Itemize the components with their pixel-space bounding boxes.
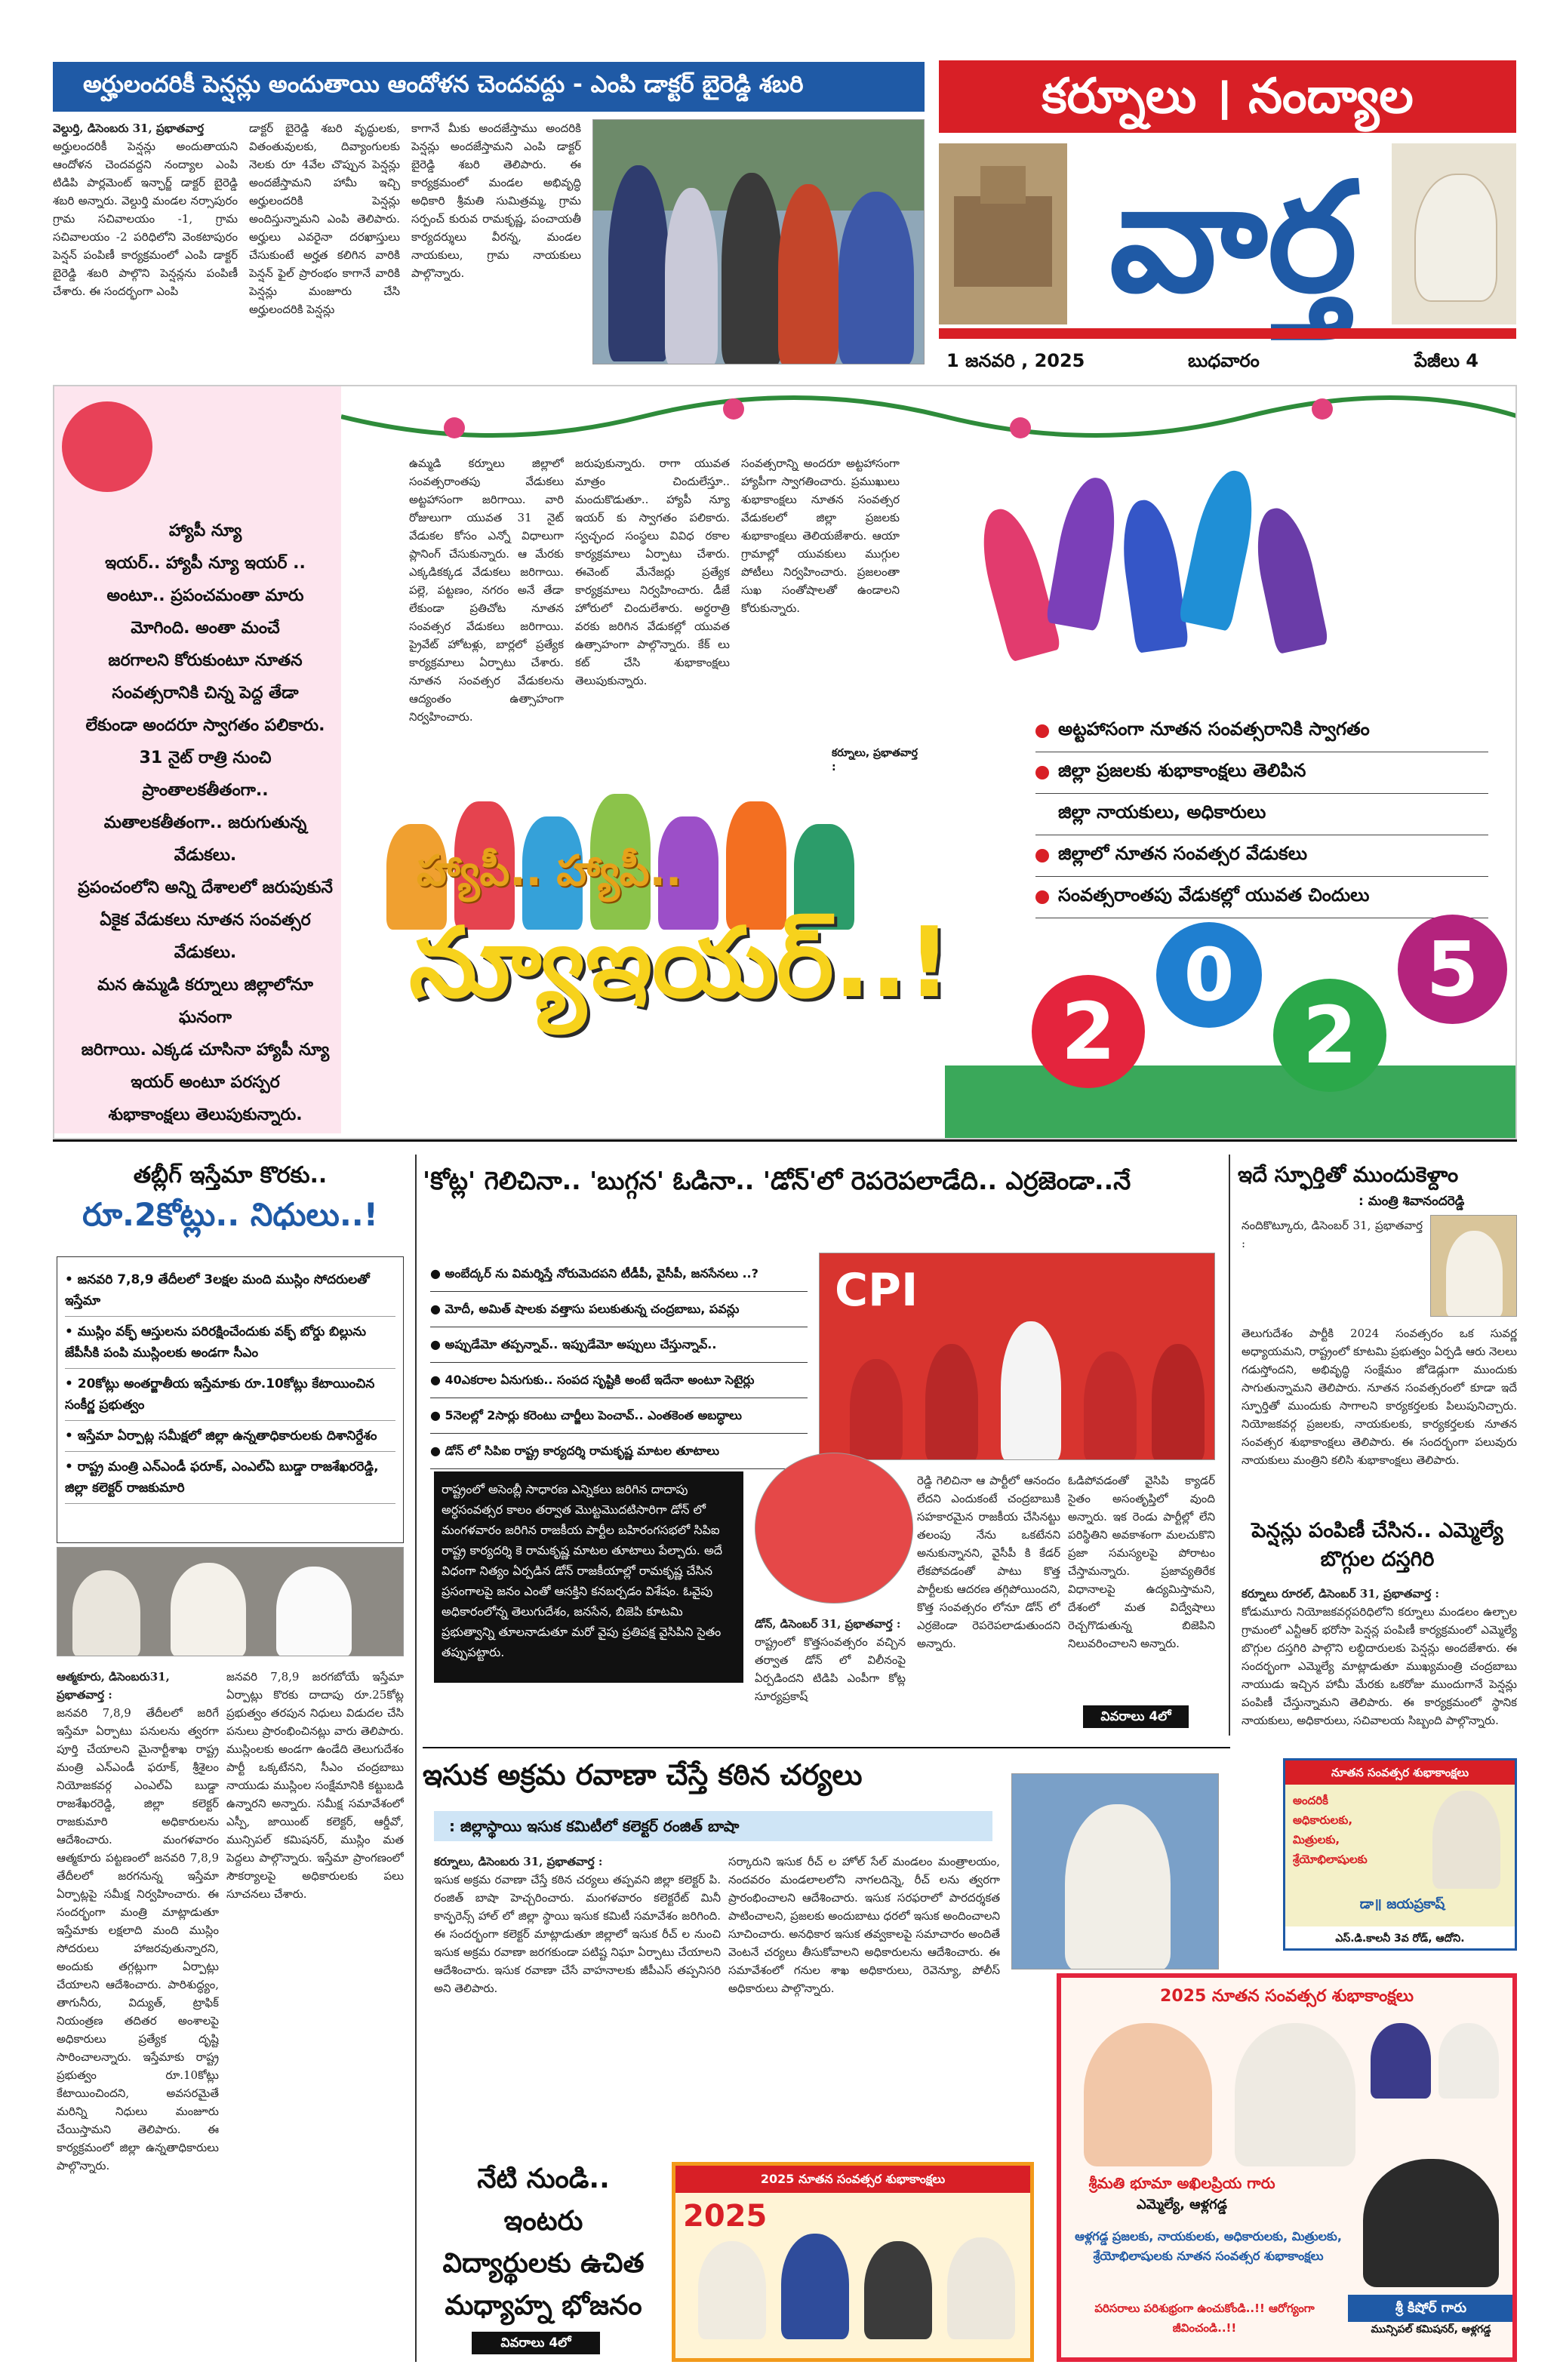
ijtema-point: • ఇస్తేమా ఏర్పాట్ల సమీక్షలో జిల్లా ఉన్నతాధికారులకు దిశానిర్దేశం	[65, 1421, 395, 1452]
cpi-more-link[interactable]: వివరాలు 4లో	[1083, 1705, 1189, 1728]
newyear-intro-line: శుభాకాంక్షలు తెలుపుకున్నారు.	[108, 1105, 303, 1124]
cpi-point: ● 40ఎకరాల ఏనుగుకు.. సంపద సృష్టికి అంటే ఇదేనా అంటూ సెటైర్లు	[430, 1363, 808, 1398]
newyear-intro-line: ఇయర్ అంటూ పరస్పర	[131, 1073, 280, 1092]
vine-garland	[341, 386, 1517, 454]
cpi-flags-photo	[755, 1453, 913, 1604]
ijtema-col-1	[57, 1668, 219, 2279]
year-digit-ball: 0	[1156, 922, 1262, 1028]
newyear-intro-line: జరిగాయి. ఎక్కడ చూసినా హ్యాపీ న్యూ	[81, 1041, 330, 1059]
ad-commissioner-photo	[1363, 2159, 1499, 2287]
masthead	[939, 60, 1516, 377]
jumping-people-image	[975, 462, 1337, 688]
newyear-intro-line: జరగాలని కోరుకుంటూ నూతన	[108, 651, 303, 670]
newyear-col-1: ఉమ్మడి కర్నూలు జిల్లాలో సంవత్సరాంతపు వేడుకలు అట్టహాసంగా జరిగాయి. వారి రోజులుగా యువత 31 నైట్ వేడుకల కోసం ఎన్నో విధాలుగా ప్లానింగ్ చేసుకున్నారు. ఆ మేరకు ఎక్కడికక్కడ వేడుకలు జరిగాయి. పల్లె, పట్టణం, నగరం అనే తేడా లేకుండా ప్రతిచోట నూతన సంవత్సర వేడుకలు జరిగాయి. ప్రైవేట్ హోటళ్లు, బార్లలో ప్రత్యేక కార్యక్రమాలు ఏర్పాటు చేశారు. నూతన సంవత్సర వేడుకలను ఆద్యంతం ఉత్సాహంగా నిర్వహించారు.	[409, 457, 564, 724]
cpi-point: ● అప్పుడేమో తప్పన్నావ్.. ఇప్పుడేమో అప్పులు చేస్తున్నావ్..	[430, 1327, 808, 1363]
pension-dateline: కర్నూలు రూరల్, డిసెంబర్ 31, ప్రభాతవార్త :	[1242, 1587, 1439, 1601]
ijtema-dateline: ఆత్మకూరు, డిసెంబరు31, ప్రభాతవార్త :	[57, 1670, 170, 1702]
ijtema-point: • జనవరి 7,8,9 తేదీలలో 3లక్షల మంది ముస్లిం సోదరులతో ఇస్తేమా	[65, 1265, 395, 1317]
cpi-points	[430, 1256, 808, 1469]
newyear-intro-line: హ్యాపీ న్యూ	[168, 521, 242, 540]
issue-date: 1 జనవరి , 2025	[946, 350, 1085, 371]
newyear-intro-line: ఇయర్.. హ్యాపీ న్యూ ఇయర్ ..	[105, 554, 306, 573]
page-number: పేజీలు 4	[1414, 350, 1478, 371]
newyear-intro-line	[77, 1131, 334, 1139]
cpi-summary-box: రాష్ట్రంలో అసెంబ్లీ సాధారణ ఎన్నికలు జరిగిన దాదాపు అర్ధసంవత్సర కాలం తర్వాత మొట్టమొదటిసారిగా డోన్ లో మంగళవారం జరిగిన రాజకీయ పార్టీల బహిరంగసభలో సిపిఐ రాష్ట్ర కార్యదర్శి కె రామకృష్ణ మాటల తూటాలు పేల్చారు. అదే విధంగా నిత్యం ఏర్పడిన డోన్ రాజకీయాల్లో రామకృష్ణ చేసిన ప్రసంగాలపై జనం ఎంతో ఆసక్తిని కనబర్చడం విశేషం. ఓవైపు అధికారంలోన్న తెలుగుదేశం, జనసేన, బిజెపి కూటమి ప్రభుత్వాన్ని తూలనాడుతూ మరో వైపు ప్రతిపక్ష వైసిపిని సైతం తప్పుపట్టారు.	[434, 1471, 743, 1683]
hibiscus-flower-image	[62, 401, 152, 492]
ad-allagadda: 2025 నూతన సంవత్సర శుభాకాంక్షలు శ్రీమతి భూమా అఖిలప్రియ గారు ఎమ్మెల్యే, ఆళ్లగడ్డ ఆళ్లగడ్డ ప్రజలకు, నాయకులకు, అధికారులకు, మిత్రులకు, శ్రేయోభిలాషులకు నూతన సంవత్సర శుభాకాంక్షలు శ్రీ కిషోర్ గారు మున్సిపల్ కమిషనర్, ఆళ్లగడ్డ పరిసరాలు పరిశుభ్రంగా ఉంచుకోండి..!! ఆరోగ్యంగా జీవించండి..!!	[1057, 1973, 1517, 2362]
ijtema-points-box	[57, 1256, 404, 1543]
newyear-title: న్యూఇయర్..!	[409, 907, 952, 1019]
sand-col-2: సర్కారుని ఇసుక రీచ్ ల హోల్ సేల్ మండలం మంత్రాలయం, నందవరం మండలాలలోని నాగలదిన్నె, రీచ్ లను త్వరగా ప్రారంభించాలని ఆదేశించారు. ఇసుక సరఫరాలో పారదర్శకత పాటించాలని, ప్రజలకు అందుబాటు ధరలో ఇసుక అందించాలని సూచించారు. అనధికార ఇసుక తవ్వకాలపై సమాచారం అందితే వెంటనే చర్యలు తీసుకోవాలని అధికారులను ఆదేశించారు. ఈ సమావేశంలో గనుల శాఖ అధికారులు, రెవెన్యూ, పోలీస్ అధికారులు పాల్గొన్నారు.	[728, 1855, 1000, 1995]
cpi-rally-photo	[819, 1253, 1215, 1460]
sand-sub: : జిల్లాస్థాయి ఇసుక కమిటీలో కలెక్టర్ రంజిత్ బాషా	[434, 1811, 992, 1841]
top-story-text-1: అర్హులందరికీ పెన్షన్లు అందుతాయని ఆందోళన చెందవద్దని నంద్యాల ఎంపి టిడిపి పార్లమెంట్ ఇన్ఛార్జ్ డాక్టర్ బైరెడ్డి శబరి అన్నారు. వెల్దుర్తి మండల నర్సాపురం గ్రామ సచివాలయం -1, గ్రామ సచివాలయం -2 పరిధిలోని వెంకటాపురం పెన్షన్ పంపిణీ కార్యక్రమంలో ఎంపి డాక్టర్ బైరెడ్డి శబరి పాల్గొని పెన్షన్లను పంపిణీ చేశారు. ఈ సందర్భంగా ఎంపి	[53, 140, 238, 298]
newyear-intro-line: ఏకైక వేడుకలు నూతన సంవత్సర వేడుకలు.	[100, 911, 311, 962]
ijtema-kicker: తబ్లీగ్ ఇస్తేమా కొరకు..	[133, 1162, 328, 1188]
newyear-intro-line: ప్రపంచంలోని అన్ని దేశాలలో జరుపుకునే	[78, 878, 333, 897]
cpi-banner-text: CPI	[835, 1264, 918, 1317]
newyear-feature	[53, 385, 1517, 1139]
newyear-intro-line: మన ఉమ్మడి కర్నూలు జిల్లాలోనూ ఘనంగా	[97, 976, 313, 1027]
bull-statue-image	[1392, 143, 1516, 324]
newyear-intro-line: మతాలకతీతంగా.. జరుగుతున్న వేడుకలు.	[103, 813, 307, 865]
newyear-byline: కర్నూలు, ప్రభాతవార్త :	[832, 747, 918, 773]
newyear-bullet: జిల్లా ప్రజలకు శుభాకాంక్షలు తెలిపిన	[1035, 752, 1488, 794]
cpi-point: ● డోన్ లో సిపిఐ రాష్ట్ర కార్యదర్శి రామకృష్ణ మాటల తూటాలు	[430, 1434, 808, 1469]
newyear-intro-line: అంటూ.. ప్రపంచమంతా మారు	[106, 586, 304, 605]
top-story-col-2: డాక్టర్ బైరెడ్డి శబరి వృద్ధులకు, వితంతువులకు, దివ్యాంగులకు నెలకు రూ 4వేల చొప్పున పెన్షన్లు అందజేస్తామని హామీ ఇచ్చి అర్హులందరికి పెన్షన్లు అందిస్తున్నామని ఎంపి తెలిపారు. అర్హులు ఎవరైనా దరఖాస్తులు చేసుకుంటే అర్హత కలిగిన వారికి పెన్షన్ ఫైల్ ప్రారంభం కాగానే వారికి పెన్షన్లు మంజూరు చేసి అర్హులందరికి పెన్షన్లు	[249, 121, 400, 316]
sand-col-1: కర్నూలు, డిసెంబరు 31, ప్రభాతవార్త : ఇసుక అక్రమ రవాణా చేస్తే కఠిన చర్యలు తప్పవని జిల్లా కలెక్టర్ పి. రంజిత్ బాషా హెచ్చరించారు. మంగళవారం కలెక్టరేట్ మినీ కాన్ఫరెన్స్ హాల్ లో జిల్లా స్థాయి ఇసుక కమిటీ సమావేశం జరిగింది. ఈ సందర్భంగా కలెక్టర్ మాట్లాడుతూ జిల్లాలో ఇసుక రీచ్ ల నుంచి ఇసుక అక్రమ రవాణా జరగకుండా పటిష్ట నిఘా ఏర్పాటు చేయాలని ఆదేశించారు. ఇసుక రవాణా చేసే వాహనాలకు జీపీఎస్ తప్పనిసరి అని తెలిపారు.	[434, 1853, 721, 2147]
swartha-sub: : మంత్రి శివానందరెడ్డి	[1358, 1194, 1465, 1209]
newyear-intro-line: మోగింది. అంతా మంచే	[131, 619, 280, 638]
ijtema-col-2: జనవరి 7,8,9 జరగబోయే ఇస్తేమా ఏర్పాట్లు కొరకు దాదాపు రూ.25కోట్ల ప్రభుత్వం తరపున నిధులు విడుదల చేసి పనులు ప్రారంభించినట్లు వారు తెలిపారు. ముస్లింలకు అండగా ఉండేది తెలుగుదేశం పార్టీ ఒక్కటేనని, సీఎం చంద్రబాబు నాయుడు ముస్లింల సంక్షేమానికి కట్టుబడి ఉన్నారని అన్నారు. సమీక్ష సమావేశంలో ఎస్పీ, జాయింట్ కలెక్టర్, ఆర్డీవో, మున్సిపల్ కమిషనర్, ముస్లిం మత పెద్దలు పాల్గొన్నారు. ఇస్తేమా ప్రాంగణంలో సౌకర్యాలపై అధికారులకు పలు సూచనలు చేశారు.	[226, 1670, 404, 1901]
cpi-col-a: డోన్, డిసెంబర్ 31, ప్రభాతవార్త : రాష్ట్రంలో కొత్తసంవత్సరం వచ్చిన తర్వాత డోన్ లో విలీనంపై ఏర్పడిందని టిడిపి ఎంపీగా కోట్ల సూర్యప్రకాష్	[755, 1615, 906, 1811]
masthead-logo: వార్త	[1109, 149, 1358, 326]
ad-newyear-group: 2025 నూతన సంవత్సర శుభాకాంక్షలు 2025	[672, 2162, 1034, 2362]
ad-mla-photo	[1084, 2023, 1212, 2166]
swartha-headline: ఇదే స్ఫూర్తితో ముందుకెళ్దాం	[1238, 1162, 1459, 1187]
midday-line: నేటి నుండి..	[477, 2163, 610, 2194]
top-story-dateline: వెల్దుర్తి, డిసెంబరు 31, ప్రభాతవార్త	[53, 121, 204, 135]
ad-leader-photo	[1235, 2023, 1355, 2166]
pension-headline: పెన్షన్లు పంపిణీ చేసిన.. ఎమ్మెల్యే బొగ్గుల దస్తగిరి	[1251, 1519, 1503, 1571]
newyear-intro-text	[77, 515, 334, 1139]
midday-line: మధ్యాహ్న భోజనం	[445, 2290, 642, 2321]
cpi-point: ● మోదీ, అమిత్ షాలకు వత్తాసు పలుకుతున్న చంద్రబాబు, పవన్లు	[430, 1292, 808, 1327]
fort-image	[939, 143, 1067, 324]
sand-dateline: కర్నూలు, డిసెంబరు 31, ప్రభాతవార్త :	[434, 1855, 603, 1868]
newyear-intro-line: సంవత్సరానికి చిన్న పెద్ద తేడా	[112, 684, 299, 703]
ad-jayaprakash: నూతన సంవత్సర శుభాకాంక్షలు అందరికీ అధికారులకు, మిత్రులకు, శ్రేయోభిలాషులకు డా॥ జయప్రకాష్ ఎస్.డి.కాలనీ 3వ రోడ్, ఆదోని.	[1283, 1758, 1517, 1951]
newyear-col-2: జరుపుకున్నారు. రాగా యువత మాత్రం చిందులేస్తూ.. మందుకొడుతూ.. హ్యాపీ న్యూ ఇయర్ కు స్వాగతం పలికారు. స్వచ్ఛంద సంస్థలు వివిధ రకాల కార్యక్రమాలు ఏర్పాటు చేశారు. ఈవెంట్ మేనేజర్లు ప్రత్యేక కార్యక్రమాలు నిర్వహించారు. డీజే హోరులో చిందులేశారు. అర్థరాత్రి వరకు జరిగిన వేడుకల్లో యువత ఉత్సాహంగా పాల్గొన్నారు. కేక్ లు కట్ చేసి శుభాకాంక్షలు తెలుపుకున్నారు.	[575, 457, 730, 687]
ijtema-point: • 20కోట్లు అంతర్జాతీయ ఇస్తేమాకు రూ.10కోట్లు కేటాయించిన సంకీర్ణ ప్రభుత్వం	[65, 1369, 395, 1421]
midday-line: ఇంటరు	[503, 2206, 583, 2237]
top-story-photo	[592, 119, 925, 364]
top-story-col-3: కాగానే మీకు అందజేస్తాము అందరికి పెన్షన్లు అందజేస్తామని ఎంపి డాక్టర్ బైరెడ్డి శబరి తెలిపారు. ఈ కార్యక్రమంలో మండల అభివృద్ధి అధికారి శ్రీమతి సుమిత్రమ్మ, గ్రామ సర్పంచ్ కురువ రామకృష్ణ, పంచాయతీ కార్యదర్శులు వీరన్న, మండల నాయకులు, గ్రామ నాయకులు పాల్గొన్నారు.	[411, 121, 581, 280]
ijtema-headline: రూ.2కోట్లు.. నిధులు..!	[82, 1196, 378, 1233]
sand-headline: ఇసుక అక్రమ రవాణా చేస్తే కఠిన చర్యలు	[423, 1758, 863, 1791]
midday-more-link[interactable]: వివరాలు 4లో	[472, 2332, 600, 2354]
newyear-intro-box	[54, 386, 341, 1133]
happy-text: హ్యాపీ.. హ్యాపీ..	[417, 847, 682, 896]
newyear-bullet: అట్టహాసంగా నూతన సంవత్సరానికి స్వాగతం	[1035, 711, 1488, 752]
year-digit-ball: 5	[1398, 915, 1507, 1024]
cpi-headline: 'కోట్ల' గెలిచినా.. 'బుగ్గన' ఓడినా.. 'డోన్'లో రెపరెపలాడేది.. ఎర్రజెండా..నే	[423, 1166, 1131, 1195]
cpi-point: ● అంబేద్కర్ ను విమర్శిస్తే నోరుమెదపని టీడీపీ, వైసీపీ, జనసేనలు ..?	[430, 1256, 808, 1292]
newyear-bullet: సంవత్సరాంతపు వేడుకల్లో యువత చిందులు	[1035, 877, 1488, 918]
ijtema-body: జనవరి 7,8,9 తేదీలలో జరిగే ఇస్తేమా ఏర్పాటు పనులను త్వరగా పూర్తి చేయాలని మైనార్టీశాఖ రాష్ట్ర మంత్రి ఎన్ఎండీ ఫరూక్, శ్రీశైలం నియోజకవర్గ ఎంఎల్ఏ బుడ్డా రాజశేఖరరెడ్డి, జిల్లా కలెక్టర్ రాజకుమారి అధికారులను ఆదేశించారు. మంగళవారం ఆత్మకూరు పట్టణంలో జనవరి 7,8,9 తేదీలలో జరగనున్న ఇస్తేమా ఏర్పాట్లపై సమీక్ష నిర్వహించారు. ఈ సందర్భంగా మంత్రి మాట్లాడుతూ ఇస్తేమాకు లక్షలాది మంది ముస్లిం సోదరులు హాజరవుతున్నారని, అందుకు తగ్గట్లుగా ఏర్పాట్లు చేయాలని ఆదేశించారు. పారిశుద్ధ్యం, తాగునీరు, విద్యుత్, ట్రాఫిక్ నియంత్రణ తదితర అంశాలపై అధికారులు ప్రత్యేక దృష్టి సారించాలన్నారు. ఇస్తేమాకు రాష్ట్ర ప్రభుత్వం రూ.10కోట్లు కేటాయించిందని, అవసరమైతే మరిన్ని నిధులు మంజూరు చేయిస్తామని తెలిపారు. ఈ కార్యక్రమంలో జిల్లా ఉన్నతాధికారులు పాల్గొన్నారు.	[57, 1706, 219, 2172]
newyear-intro-line: లేకుండా అందరూ స్వాగతం పలికారు.	[85, 716, 325, 735]
top-story-headline: అర్హులందరికీ పెన్షన్లు అందుతాయి ఆందోళన చెందవద్దు - ఎంపి డాక్టర్ బైరెడ్డి శబరి	[53, 62, 925, 112]
top-story-col-1	[53, 119, 238, 361]
masthead-city: కర్నూలు । నంద్యాల	[939, 60, 1516, 133]
collector-photo	[1011, 1773, 1219, 1969]
issue-day: బుధవారం	[1188, 350, 1260, 371]
cpi-point: ● 5నెలల్లో 2సార్లు కరెంటు చార్జీలు పెంచావ్.. ఎంతకెంత అబద్ధాలు	[430, 1398, 808, 1434]
ijtema-meeting-photo	[57, 1547, 404, 1656]
newyear-col-3: సంవత్సరాన్ని అందరూ అట్టహాసంగా హ్యాపీగా స్వాగతించారు. ప్రముఖులు శుభాకాంక్షలు నూతన సంవత్సర వేడుకలలో జిల్లా ప్రజలకు శుభాకాంక్షలు తెలియజేశారు. ఆయా గ్రామాల్లో యువకులు ముగ్గుల పోటీలు నిర్వహించారు. ప్రజలంతా సుఖ సంతోషాలతో ఉండాలని కోరుకున్నారు.	[741, 457, 900, 615]
year-digit-ball: 2	[1273, 979, 1386, 1092]
swartha-dateline: నందికొట్కూరు, డిసెంబర్ 31, ప్రభాతవార్త :	[1242, 1219, 1423, 1250]
cpi-col-b: రెడ్డి గెలిచినా ఆ పార్టీలో ఆనందం లేదని ఎందుకంటే చంద్రబాబుకి సహకారమైన రాజకీయ చేసినట్టు తలంపు నేను ఒకటేనని అనుకున్నానని, వైసీపీ కి కేడర్ లేకపోవడంతో పాటు కొత్త పార్టీలకు ఆదరణ తగ్గిపోయిందని, కొత్త సంవత్సరం లోనూ డోన్ లో ఎర్రజెండా రెపరెపలాడుతుందని అన్నారు.	[917, 1474, 1060, 1650]
minister-photo	[1430, 1215, 1517, 1317]
ijtema-point: • ముస్లిం వక్ఫ్ ఆస్తులను పరిరక్షించేందుకు వక్ఫ్ బోర్డు బిల్లును జేపీసీకి పంపి ముస్లింలకు అండగా సీఎం	[65, 1317, 395, 1369]
newyear-intro-line: 31 నైట్ రాత్రి నుంచి ప్రాంతాలకతీతంగా..	[139, 749, 272, 800]
ijtema-point: • రాష్ట్ర మంత్రి ఎన్ఎండీ ఫరూక్, ఎంఎల్ఏ బుడ్డా రాజశేఖరరెడ్డి, జిల్లా కలెక్టర్ రాజకుమారి	[65, 1452, 395, 1504]
year-digit-ball: 2	[1032, 975, 1145, 1088]
midday-line: విద్యార్థులకు ఉచిత	[442, 2248, 645, 2279]
pension-body: కర్నూలు రూరల్, డిసెంబర్ 31, ప్రభాతవార్త : కోడుమూరు నియోజకవర్గపరిధిలోని కర్నూలు మండలం ఉల్చాల గ్రామంలో ఎన్టీఆర్ భరోసా పెన్షన్ల పంపిణీ కార్యక్రమంలో ఎమ్మెల్యే బొగ్గుల దస్తగిరి పాల్గొని లబ్ధిదారులకు పెన్షన్లు అందజేశారు. ఈ సందర్భంగా ఎమ్మెల్యే మాట్లాడుతూ ముఖ్యమంత్రి చంద్రబాబు నాయుడు ఇచ్చిన హామీ మేరకు ఒకరోజు ముందుగానే పెన్షన్లు పంపిణీ చేస్తున్నామని తెలిపారు. ఈ కార్యక్రమంలో స్థానిక నాయకులు, అధికారులు, సచివాలయ సిబ్బంది పాల్గొన్నారు.	[1242, 1585, 1517, 1751]
ad-person-photo	[1432, 1791, 1500, 1889]
ijtema-points	[65, 1265, 395, 1504]
cpi-col-c: ఓడిపోవడంతో వైసిపి క్యాడర్ సైతం అసంతృప్తిలో వుంది అన్నారు. ఇక రెండు పార్టీల్లో లేని పరిస్థితిని అవకాశంగా మలచుకొని ప్రజా సమస్యలపై పోరాటం చేస్తామన్నారు. ప్రజావ్యతిరేక విధానాలపై ఉద్యమిస్తామని, దేశంలో మత విద్వేషాలు రెచ్చగొడుతున్న బిజెపిని నిలువరించాలని అన్నారు.	[1068, 1474, 1215, 1650]
swartha-body: తెలుగుదేశం పార్టీకి 2024 సంవత్సరం ఒక సువర్ణ అధ్యాయమని, రాష్ట్రంలో కూటమి ప్రభుత్వం ఏర్పడి ఆరు నెలలు గడుస్తోందని, అభివృద్ధి సంక్షేమం జోడెడ్లుగా ముందుకు సాగుతున్నామని తెలిపారు. నూతన సంవత్సరంలో కూడా ఇదే స్ఫూర్తితో ముందుకు సాగాలని కార్యకర్తలకు పిలుపునిచ్చారు. నియోజకవర్గ ప్రజలకు, నాయకులకు, కార్యకర్తలకు నూతన సంవత్సర శుభాకాంక్షలు తెలిపారు. ఈ సందర్భంగా పలువురు నాయకులు మంత్రిని కలిసి శుభాకాంక్షలు తెలిపారు.	[1242, 1327, 1517, 1467]
cpi-dateline: డోన్, డిసెంబర్ 31, ప్రభాతవార్త :	[755, 1617, 901, 1631]
newyear-bullets	[1035, 711, 1488, 918]
newyear-bullet: జిల్లా నాయకులు, అధికారులు	[1035, 794, 1488, 835]
newyear-bullet: జిల్లాలో నూతన సంవత్సర వేడుకలు	[1035, 835, 1488, 877]
